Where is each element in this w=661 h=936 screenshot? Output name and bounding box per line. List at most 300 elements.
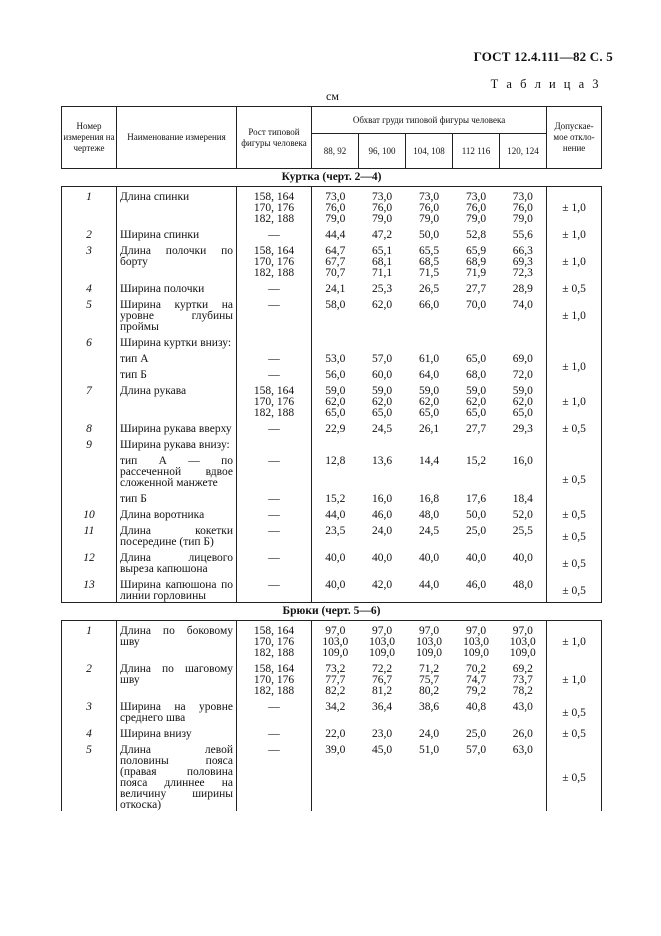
tolerance-cell: ± 1,0: [547, 225, 602, 241]
value: 52,0: [512, 509, 533, 521]
value-cell: [312, 621, 359, 660]
value: 68,9: [465, 256, 487, 268]
value-cell: [406, 225, 453, 241]
value: 39,0: [325, 744, 346, 756]
row-number: 4: [62, 279, 117, 295]
measurement-name: Ширина куртки внизу:: [117, 333, 237, 349]
height-cell: [237, 505, 312, 521]
height-value: 170, 176: [253, 636, 295, 648]
value: 24,0: [418, 728, 440, 740]
value: 62,0: [325, 396, 346, 408]
value: 48,0: [512, 579, 533, 591]
value-cell: [359, 381, 406, 419]
table-row: [62, 724, 602, 740]
value: 50,0: [418, 229, 440, 241]
value: 65,9: [465, 245, 487, 257]
value: 56,0: [325, 369, 346, 381]
value-cell: [453, 621, 500, 660]
tolerance-cell: ± 0,5: [547, 724, 602, 740]
value: 47,2: [371, 229, 393, 241]
row-number: 8: [62, 419, 117, 435]
value: 68,0: [465, 369, 487, 381]
value: 60,0: [371, 369, 393, 381]
value-cell: [453, 295, 500, 333]
height-cell: [237, 295, 312, 333]
value: 53,0: [325, 353, 346, 365]
row-number: 10: [62, 505, 117, 521]
value-cell: [406, 349, 453, 365]
value-cell: [312, 365, 359, 381]
value: 74,0: [512, 299, 533, 311]
value: 58,0: [325, 299, 346, 311]
row-number: 2: [62, 225, 117, 241]
height-value: —: [268, 701, 280, 713]
value: 26,1: [418, 423, 440, 435]
value-cell: [500, 548, 547, 575]
measurement-name: Ширина рукава вверху: [117, 419, 237, 435]
tolerance-cell: ± 0,5: [547, 521, 602, 548]
value: 13,6: [371, 455, 393, 467]
value-cell: [500, 225, 547, 241]
height-value: —: [268, 229, 280, 241]
height-value: —: [268, 525, 280, 537]
value: 25,0: [465, 728, 487, 740]
value: 52,8: [465, 229, 487, 241]
value: 65,0: [371, 407, 393, 419]
value-cell: [500, 521, 547, 548]
value: 22,9: [325, 423, 346, 435]
value: 22,0: [325, 728, 346, 740]
tolerance-cell: ± 0,5: [547, 575, 602, 603]
height-value: —: [268, 728, 280, 740]
value-cell: [500, 241, 547, 279]
measurement-name: Длина спинки: [117, 187, 237, 226]
value-cell: [359, 505, 406, 521]
value-cell: [453, 697, 500, 724]
value: 66,3: [512, 245, 533, 257]
row-number: 12: [62, 548, 117, 575]
row-number: 13: [62, 575, 117, 603]
page-header: ГОСТ 12.4.111—82 С. 5: [473, 49, 613, 64]
table-row: [62, 505, 602, 521]
value-cell: [406, 521, 453, 548]
value: 24,5: [371, 423, 393, 435]
measurement-name: Ширина внизу: [117, 724, 237, 740]
value: 62,0: [418, 396, 440, 408]
value: 109,0: [416, 647, 442, 659]
value-cell: [453, 419, 500, 435]
tolerance-cell: ± 0,5: [547, 740, 602, 811]
measurement-name: Длина воротника: [117, 505, 237, 521]
value: 40,0: [325, 579, 346, 591]
tolerance-cell: ± 1,0: [547, 659, 602, 697]
value-cell: [312, 451, 359, 489]
measurement-name: Длина лицевого выреза капюшона: [117, 548, 237, 575]
value: 34,2: [325, 701, 346, 713]
height-value: —: [268, 353, 280, 365]
height-value: —: [268, 423, 280, 435]
height-cell: [237, 659, 312, 697]
value-cell: [359, 225, 406, 241]
col-header-height: Рост типовой фигуры человека: [237, 107, 312, 169]
col-header-tolerance: Допускае-мое откло-нение: [547, 107, 602, 169]
value: 109,0: [369, 647, 395, 659]
height-cell: [237, 241, 312, 279]
value: 62,0: [465, 396, 487, 408]
table-row: [62, 621, 602, 660]
value: 68,5: [418, 256, 440, 268]
value: 48,0: [418, 509, 440, 521]
table-row: [62, 419, 602, 435]
value-cell: [453, 575, 500, 603]
value: 44,0: [325, 509, 346, 521]
value-cell: [406, 365, 453, 381]
value-cell: [359, 365, 406, 381]
value-cell: [453, 435, 500, 451]
value-cell: [359, 435, 406, 451]
value-cell: [312, 489, 359, 505]
measurement-name: Длина по боковому шву: [117, 621, 237, 660]
value-cell: [453, 349, 500, 365]
tolerance-cell: [547, 435, 602, 451]
value: 97,0: [325, 625, 346, 637]
measurement-name: Ширина рукава внизу:: [117, 435, 237, 451]
tolerance-cell: ± 0,5: [547, 548, 602, 575]
height-value: 182, 188: [253, 267, 295, 279]
value: 72,2: [371, 663, 393, 675]
table-row: [62, 333, 602, 349]
tolerance-cell: ± 1,0: [547, 349, 602, 381]
value: 79,2: [465, 685, 487, 697]
value-cell: [312, 740, 359, 811]
value-cell: [453, 451, 500, 489]
height-value: 170, 176: [253, 202, 295, 214]
measurement-name: Длина полочки по борту: [117, 241, 237, 279]
value: 79,0: [325, 213, 346, 225]
height-value: —: [268, 744, 280, 756]
value-cell: [312, 225, 359, 241]
height-cell: [237, 225, 312, 241]
height-value: 182, 188: [253, 647, 295, 659]
value: 55,6: [512, 229, 533, 241]
tolerance-cell: ± 0,5: [547, 505, 602, 521]
value: 97,0: [418, 625, 440, 637]
value-cell: [312, 381, 359, 419]
value: 65,1: [371, 245, 393, 257]
value-cell: [500, 295, 547, 333]
value-cell: [500, 349, 547, 365]
value-cell: [359, 279, 406, 295]
value: 76,0: [325, 202, 346, 214]
value: 23,0: [371, 728, 393, 740]
value: 109,0: [509, 647, 536, 659]
value-cell: [453, 548, 500, 575]
value-cell: [500, 697, 547, 724]
value: 79,0: [465, 213, 487, 225]
value: 71,9: [465, 267, 487, 279]
value: 71,1: [371, 267, 393, 279]
value: 103,0: [369, 636, 395, 648]
value: 59,0: [465, 385, 487, 397]
height-cell: [237, 489, 312, 505]
value: 38,6: [418, 701, 440, 713]
col-header-chest-size: 104, 108: [406, 134, 453, 169]
value-cell: [453, 381, 500, 419]
value-cell: [312, 505, 359, 521]
row-number: 6: [62, 333, 117, 349]
value: 80,2: [418, 685, 440, 697]
value: 65,5: [418, 245, 440, 257]
height-value: —: [268, 455, 280, 467]
col-header-chest-size: 112 116: [453, 134, 500, 169]
value: 50,0: [465, 509, 487, 521]
value-cell: [359, 295, 406, 333]
value: 59,0: [418, 385, 440, 397]
value: 16,0: [512, 455, 533, 467]
height-value: 158, 164: [253, 663, 295, 675]
value: 27,7: [465, 283, 487, 295]
value-cell: [500, 724, 547, 740]
value-cell: [359, 575, 406, 603]
value: 40,8: [465, 701, 487, 713]
row-number: [62, 451, 117, 489]
table-row: [62, 279, 602, 295]
value-cell: [453, 279, 500, 295]
value: 64,0: [418, 369, 440, 381]
value: 40,0: [371, 552, 393, 564]
value: 25,0: [465, 525, 487, 537]
value-cell: [453, 659, 500, 697]
value: 79,0: [512, 213, 533, 225]
value-cell: [406, 241, 453, 279]
table-body: [62, 169, 602, 812]
col-header-num: Номер измерения на чертеже: [62, 107, 117, 169]
value: 73,0: [325, 191, 346, 203]
section-title: Брюки (черт. 5—6): [62, 603, 602, 621]
value-cell: [406, 489, 453, 505]
height-cell: [237, 349, 312, 365]
value-cell: [312, 187, 359, 226]
value: 77,7: [325, 674, 346, 686]
value-cell: [312, 419, 359, 435]
value-cell: [359, 548, 406, 575]
table-row: [62, 451, 602, 489]
measurement-name: Длина рукава: [117, 381, 237, 419]
value: 59,0: [512, 385, 533, 397]
value: 66,0: [418, 299, 440, 311]
value: 76,0: [371, 202, 393, 214]
value: 73,2: [325, 663, 346, 675]
measurement-name: Ширина спинки: [117, 225, 237, 241]
height-cell: [237, 621, 312, 660]
value: 28,9: [512, 283, 533, 295]
value-cell: [453, 505, 500, 521]
table-label: Т а б л и ц а 3: [490, 77, 601, 91]
value: 62,0: [371, 396, 393, 408]
value-cell: [359, 724, 406, 740]
value-cell: [453, 365, 500, 381]
height-value: 170, 176: [253, 256, 295, 268]
height-value: —: [268, 552, 280, 564]
row-number: [62, 489, 117, 505]
height-value: 182, 188: [253, 685, 295, 697]
row-number: 9: [62, 435, 117, 451]
height-cell: [237, 419, 312, 435]
value-cell: [312, 295, 359, 333]
tolerance-cell: ± 1,0: [547, 187, 602, 226]
height-cell: [237, 521, 312, 548]
row-number: 2: [62, 659, 117, 697]
value-cell: [500, 435, 547, 451]
height-value: 182, 188: [253, 407, 295, 419]
col-header-chest: Обхват груди типовой фигуры человека: [312, 107, 547, 134]
value: 24,1: [325, 283, 346, 295]
table-row: [62, 575, 602, 603]
value: 24,0: [371, 525, 393, 537]
table-row: [62, 548, 602, 575]
table-row: [62, 187, 602, 226]
value: 40,0: [512, 552, 533, 564]
table-row: [62, 489, 602, 505]
value: 68,1: [371, 256, 393, 268]
tolerance-cell: [547, 333, 602, 349]
table-row: [62, 381, 602, 419]
row-number: 5: [62, 295, 117, 333]
value-cell: [406, 697, 453, 724]
value-cell: [406, 505, 453, 521]
value-cell: [359, 621, 406, 660]
row-number: [62, 365, 117, 381]
value-cell: [406, 333, 453, 349]
value-cell: [500, 621, 547, 660]
value: 73,0: [512, 191, 533, 203]
value: 27,7: [465, 423, 487, 435]
tolerance-cell: ± 1,0: [547, 381, 602, 419]
value-cell: [406, 740, 453, 811]
value: 76,0: [512, 202, 533, 214]
value: 69,2: [512, 663, 533, 675]
value-cell: [406, 451, 453, 489]
value: 14,4: [418, 455, 440, 467]
value: 97,0: [371, 625, 393, 637]
value: 59,0: [371, 385, 393, 397]
value-cell: [500, 419, 547, 435]
height-cell: [237, 724, 312, 740]
table-row: [62, 521, 602, 548]
height-value: 170, 176: [253, 396, 295, 408]
value: 40,0: [465, 552, 487, 564]
value: 109,0: [463, 647, 489, 659]
value: 82,2: [325, 685, 346, 697]
value: 64,7: [325, 245, 346, 257]
table-row: [62, 225, 602, 241]
value-cell: [453, 740, 500, 811]
row-number: 3: [62, 241, 117, 279]
value: 44,4: [325, 229, 346, 241]
value: 65,0: [465, 407, 487, 419]
height-value: 158, 164: [253, 245, 295, 257]
value: 69,0: [512, 353, 533, 365]
height-value: —: [268, 369, 280, 381]
table-row: [62, 241, 602, 279]
value: 65,0: [512, 407, 533, 419]
value: 12,8: [325, 455, 346, 467]
value: 109,0: [322, 647, 349, 659]
value: 73,0: [371, 191, 393, 203]
value: 78,2: [512, 685, 533, 697]
value: 72,0: [512, 369, 533, 381]
row-number: 4: [62, 724, 117, 740]
row-number: 11: [62, 521, 117, 548]
height-value: —: [268, 493, 280, 505]
height-value: 170, 176: [253, 674, 295, 686]
measurement-name: тип А: [117, 349, 237, 365]
value: 79,0: [371, 213, 393, 225]
value-cell: [406, 724, 453, 740]
value: 17,6: [465, 493, 487, 505]
height-cell: [237, 740, 312, 811]
value: 29,3: [512, 423, 533, 435]
table-row: [62, 365, 602, 381]
value-cell: [453, 724, 500, 740]
value: 42,0: [371, 579, 393, 591]
value-cell: [406, 419, 453, 435]
value-cell: [406, 548, 453, 575]
col-header-chest-size: 96, 100: [359, 134, 406, 169]
tolerance-cell: ± 1,0: [547, 241, 602, 279]
value-cell: [500, 575, 547, 603]
tolerance-cell: ± 0,5: [547, 279, 602, 295]
value-cell: [359, 451, 406, 489]
value-cell: [312, 521, 359, 548]
value-cell: [359, 740, 406, 811]
value: 36,4: [371, 701, 393, 713]
value: 18,4: [512, 493, 533, 505]
height-cell: [237, 451, 312, 489]
value-cell: [359, 659, 406, 697]
col-header-chest-size: 88, 92: [312, 134, 359, 169]
value-cell: [500, 659, 547, 697]
value: 103,0: [322, 636, 349, 648]
measurement-name: Длина кокетки посередине (тип Б): [117, 521, 237, 548]
value: 23,5: [325, 525, 346, 537]
value: 57,0: [465, 744, 487, 756]
height-value: —: [268, 283, 280, 295]
value-cell: [312, 279, 359, 295]
value-cell: [359, 419, 406, 435]
value: 65,0: [325, 407, 346, 419]
height-cell: [237, 575, 312, 603]
value: 62,0: [512, 396, 533, 408]
value: 43,0: [512, 701, 533, 713]
value-cell: [359, 241, 406, 279]
value: 103,0: [463, 636, 489, 648]
value: 26,0: [512, 728, 533, 740]
value: 51,0: [418, 744, 440, 756]
value: 62,0: [371, 299, 393, 311]
value: 103,0: [416, 636, 442, 648]
value: 67,7: [325, 256, 346, 268]
value-cell: [500, 451, 547, 489]
value: 75,7: [418, 674, 440, 686]
value-cell: [359, 489, 406, 505]
table-row: [62, 659, 602, 697]
table-row: [62, 349, 602, 365]
value: 65,0: [418, 407, 440, 419]
value: 40,0: [325, 552, 346, 564]
tolerance-cell: ± 0,5: [547, 419, 602, 435]
value-cell: [359, 697, 406, 724]
